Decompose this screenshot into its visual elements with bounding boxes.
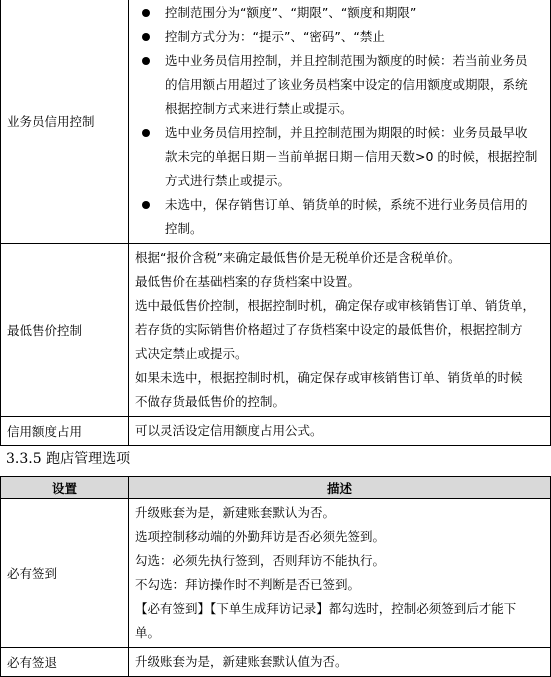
setting-label: 必有签退	[1, 648, 129, 677]
bullet-icon	[142, 57, 150, 65]
table-row	[1, 417, 551, 446]
table-row	[1, 244, 551, 417]
setting-description	[129, 0, 551, 244]
list-item: 未选中，保存销售订单、销货单的时候，系统不进行业务员信用的 控制。	[135, 193, 544, 241]
bullet-icon	[142, 9, 150, 17]
setting-label: 最低售价控制	[1, 244, 129, 417]
table-header-row	[1, 477, 551, 499]
list-item: 选中业务员信用控制，并且控制范围为期限的时候：业务员最早收 款未完的单据日期－当前单据日期－信用天数>0 的时候，根据控制 方式进行禁止或提示。	[135, 121, 544, 193]
table-row	[1, 0, 551, 244]
setting-label: 必有签到	[1, 499, 129, 648]
bullet-icon	[142, 129, 150, 137]
setting-description: 升级账套为是，新建账套默认值为否。	[129, 648, 551, 677]
column-header-setting: 设置	[1, 477, 129, 499]
table-row	[1, 499, 551, 648]
bullet-icon	[142, 201, 150, 209]
options-table-store-visit	[0, 476, 551, 677]
setting-description: 可以灵活设定信用额度占用公式。	[129, 417, 551, 446]
setting-description: 根据“报价含税”来确定最低售价是无税单价还是含税单价。 最低售价在基础档案的存货档案中设置。 选中最低售价控制，根据控制时机，确定保存或审核销售订单、销货单， 若存货的实际销售价格超过了存货档案中设定的最低售价，根据控制方 式决定禁止或提示。 如果未选中，根据控制时机，确定保存或审核销售订单、销货单的时候 不做存货最低售价的控制。	[129, 244, 551, 417]
column-header-description: 描述	[129, 477, 551, 499]
setting-description: 升级账套为是，新建账套默认为否。 选项控制移动端的外勤拜访是否必须先签到。 勾选：必须先执行签到，否则拜访不能执行。 不勾选：拜访操作时不判断是否已签到。 【必有签到】【下单生成拜访记录】都勾选时，控制必须签到后才能下 单。	[129, 499, 551, 648]
setting-label: 信用额度占用	[1, 417, 129, 446]
bullet-icon	[142, 33, 150, 41]
setting-label: 业务员信用控制	[1, 0, 129, 244]
list-item: 控制方式分为：“提示”、“密码”、“禁止	[135, 25, 544, 49]
table-row	[1, 648, 551, 677]
list-item: 控制范围分为“额度”、“期限”、“额度和期限”	[135, 1, 544, 25]
section-heading: 3.3.5 跑店管理选项	[6, 451, 131, 467]
list-item: 选中业务员信用控制，并且控制范围为额度的时候：若当前业务员 的信用额占用超过了该业务员档案中设定的信用额度或期限，系统 根据控制方式来进行禁止或提示。	[135, 49, 544, 121]
